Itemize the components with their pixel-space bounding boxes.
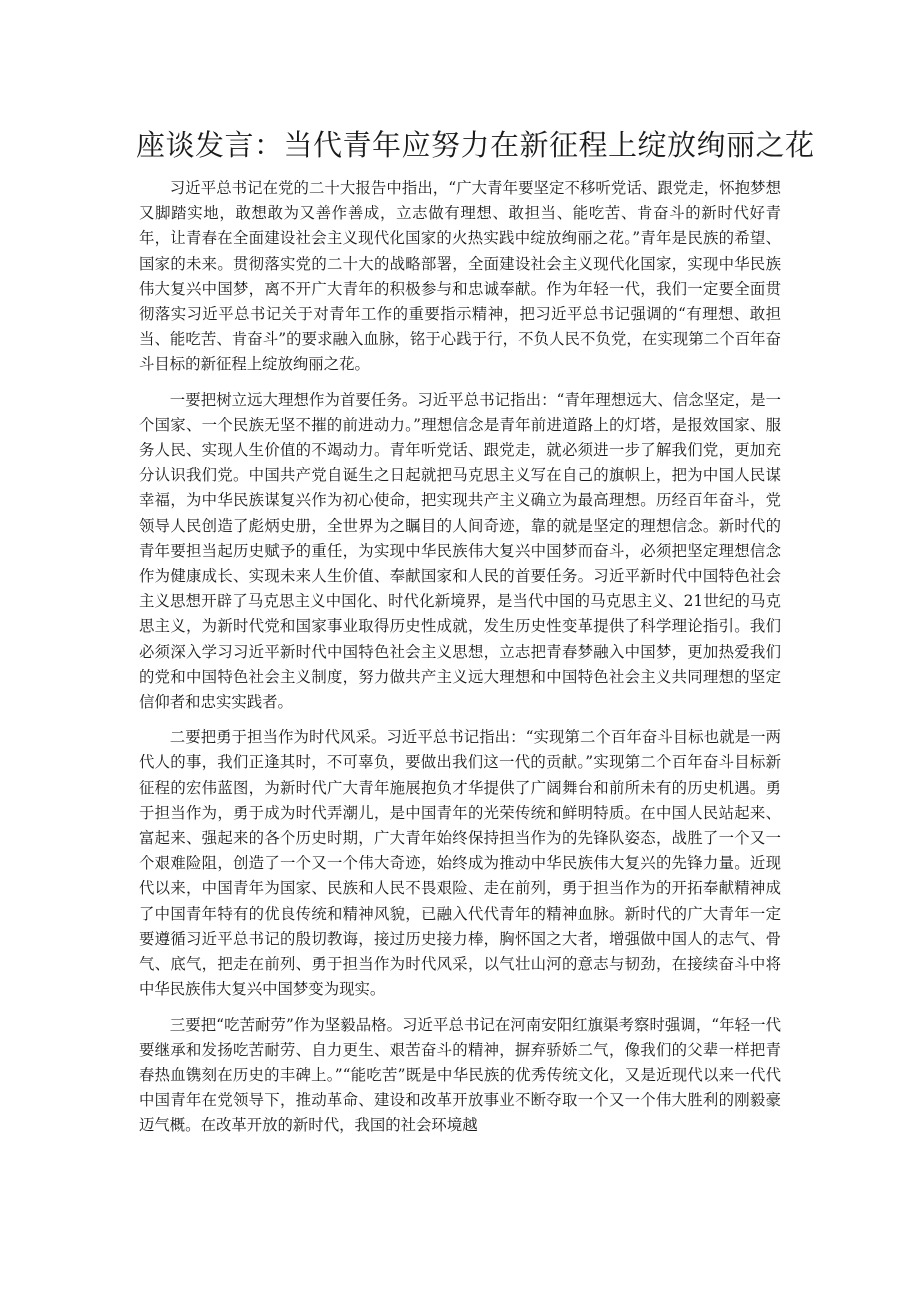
document-body xyxy=(139,176,781,1149)
document-title: 座谈发言：当代青年应努力在新征程上绽放绚丽之花 xyxy=(136,128,815,162)
paragraph-intro: 习近平总书记在党的二十大报告中指出，“广大青年要坚定不移听党话、跟党走，怀抱梦想又脚踏实地，敢想敢为又善作善成，立志做有理想、敢担当、能吃苦、肯奋斗的新时代好青年，让青春在全面建设社会主义现代化国家的火热实践中绽放绚丽之花。”青年是民族的希望、国家的未来。贯彻落实党的二十大的战略部署，全面建设社会主义现代化国家，实现中华民族伟大复兴中国梦，离不开广大青年的积极参与和忠诚奉献。作为年轻一代，我们一定要全面贯彻落实习近平总书记关于对青年工作的重要指示精神，把习近平总书记强调的“有理想、敢担当、能吃苦、肯奋斗”的要求融入血脉，铭于心践于行，不负人民不负党，在实现第二个百年奋斗目标的新征程上绽放绚丽之花。 xyxy=(139,179,781,374)
paragraph-ideals: 一要把树立远大理想作为首要任务。习近平总书记指出：“青年理想远大、信念坚定，是一个国家、一个民族无坚不摧的前进动力。”理想信念是青年前进道路上的灯塔，是报效国家、服务人民、实现人生价值的不竭动力。青年听党话、跟党走，就必须进一步了解我们党，更加充分认识我们党。中国共产党自诞生之日起就把马克思主义写在自己的旗帜上，把为中国人民谋幸福，为中华民族谋复兴作为初心使命，把实现共产主义确立为最高理想。历经百年奋斗，党领导人民创造了彪炳史册，全世界为之瞩目的人间奇迹，靠的就是坚定的理想信念。新时代的青年要担当起历史赋予的重任，为实现中华民族伟大复兴中国梦而奋斗，必须把坚定理想信念作为健康成长、实现未来人生价值、奉献国家和人民的首要任务。习近平新时代中国特色社会主义思想开辟了马克思主义中国化、时代化新境界，是当代中国的马克思主义、21世纪的马克思主义，为新时代党和国家事业取得历史性成就，发生历史性变革提供了科学理论指引。我们必须深入学习习近平新时代中国特色社会主义思想，立志把青春梦融入中国梦，更加热爱我们的党和中国特色社会主义制度，努力做共产主义远大理想和中国特色社会主义共同理想的坚定信仰者和忠实实践者。 xyxy=(139,390,781,712)
paragraph-hardship: 三要把“吃苦耐劳”作为坚毅品格。习近平总书记在河南安阳红旗渠考察时强调，“年轻一代要继承和发扬吃苦耐劳、自力更生、艰苦奋斗的精神，摒弃骄娇二气，像我们的父辈一样把青春热血镌刻在历史的丰碑上。”“能吃苦”既是中华民族的优秀传统文化，又是近现代以来一代代中国青年在党领导下，推动革命、建设和改革开放事业不断夺取一个又一个伟大胜利的刚毅豪迈气概。在改革开放的新时代，我国的社会环境越 xyxy=(139,1015,781,1135)
paragraph-responsibility: 二要把勇于担当作为时代风采。习近平总书记指出：“实现第二个百年奋斗目标也就是一两代人的事，我们正逢其时，不可辜负，要做出我们这一代的贡献。”实现第二个百年奋斗目标新征程的宏伟蓝图，为新时代广大青年施展抱负才华提供了广阔舞台和前所未有的历史机遇。勇于担当作为，勇于成为时代弄潮儿，是中国青年的光荣传统和鲜明特质。在中国人民站起来、富起来、强起来的各个历史时期，广大青年始终保持担当作为的先锋队姿态，战胜了一个又一个艰难险阻，创造了一个又一个伟大奇迹，始终成为推动中华民族伟大复兴的先锋力量。近现代以来，中国青年为国家、民族和人民不畏艰险、走在前列，勇于担当作为的开拓奉献精神成了中国青年特有的优良传统和精神风貌，已融入代代青年的精神血脉。新时代的广大青年一定要遵循习近平总书记的殷切教诲，接过历史接力棒，胸怀国之大者，增强做中国人的志气、骨气、底气，把走在前列、勇于担当作为时代风采，以气壮山河的意志与韧劲，在接续奋斗中将中华民族伟大复兴中国梦变为现实。 xyxy=(139,728,781,999)
